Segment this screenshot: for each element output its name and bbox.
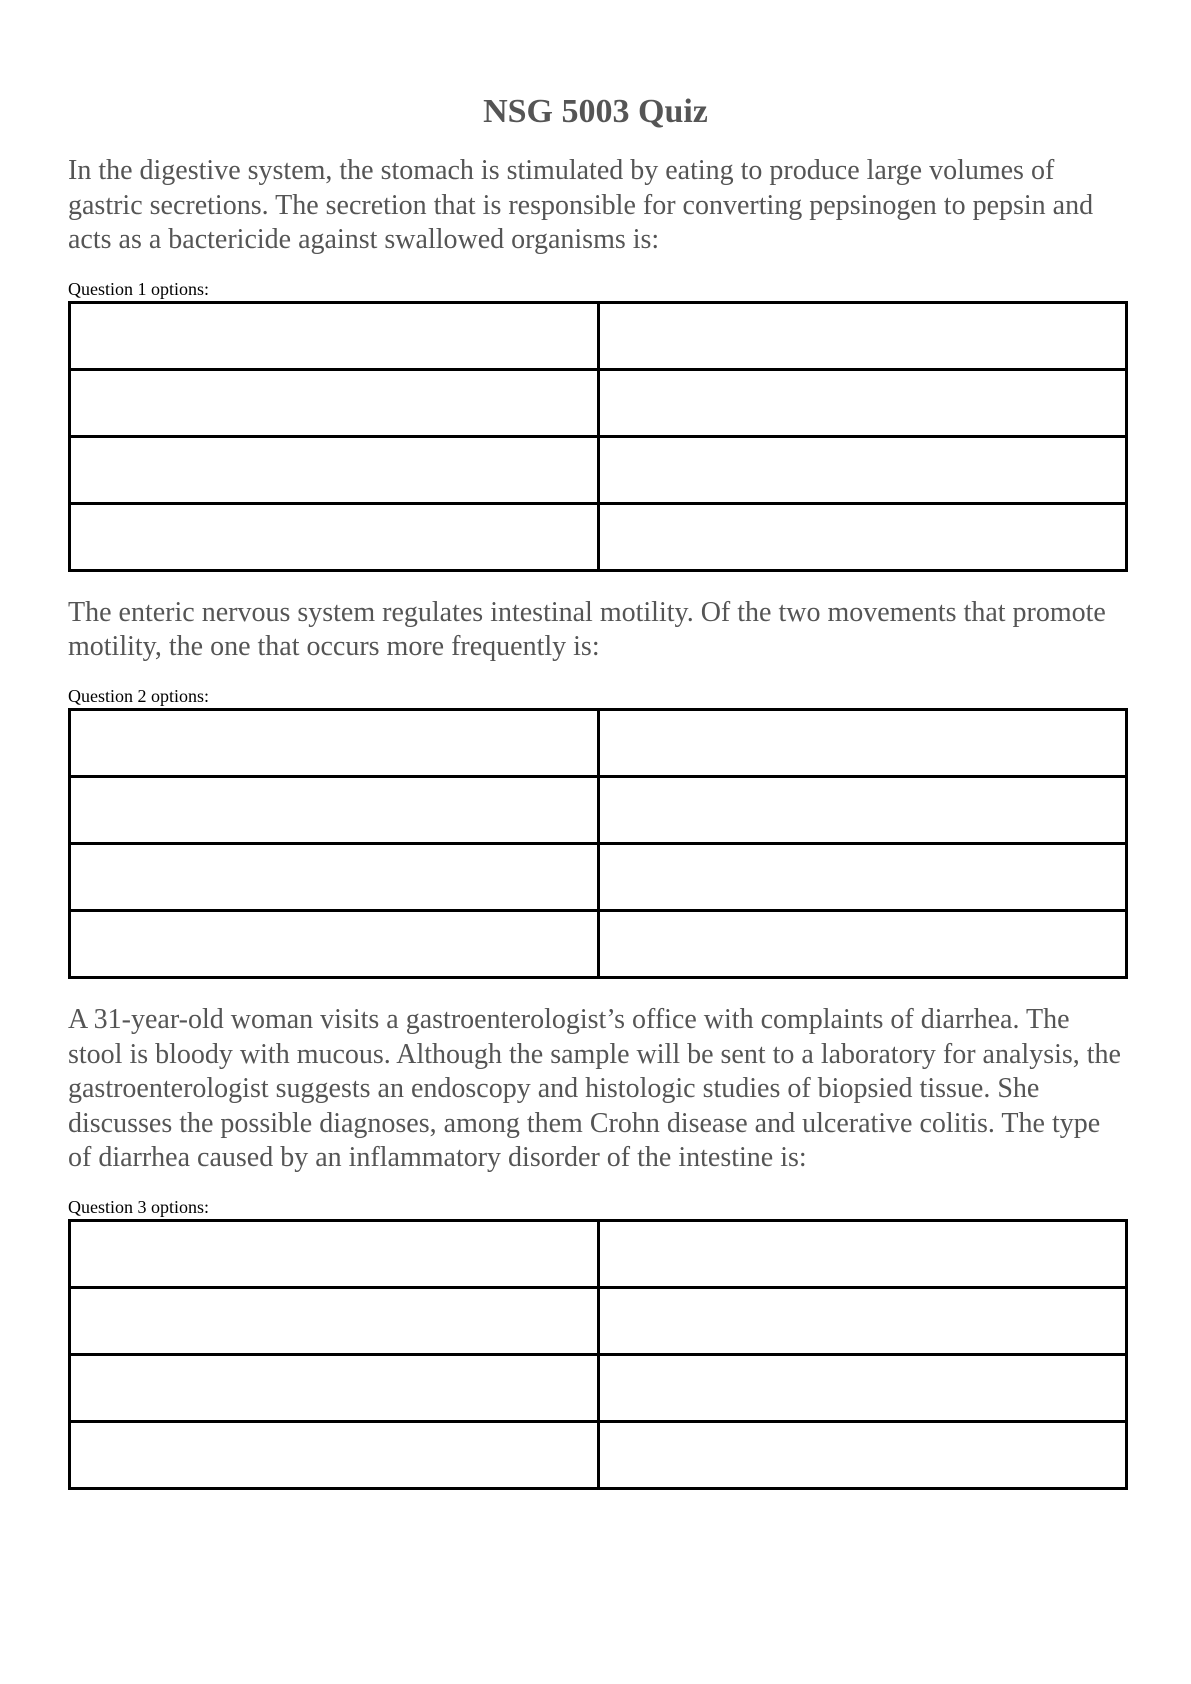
options-row	[70, 503, 1127, 570]
question-3	[68, 1003, 1123, 1490]
option-cell[interactable]	[598, 1287, 1127, 1354]
question-1-text: In the digestive system, the stomach is stimulated by eating to produce large volumes of gastric secretions. The secretion that is responsible for converting pepsinogen to pepsin and acts as a bactericide against swallowed organisms is:	[68, 155, 1094, 256]
question-1-options-label: Question 1 options:	[68, 278, 210, 299]
option-cell[interactable]	[70, 910, 599, 977]
option-cell[interactable]	[598, 503, 1127, 570]
question-3-text: A 31-year-old woman visits a gastroenterologist’s office with complaints of diarrhea. The stool is bloody with mucous. Although the sample will be sent to a laboratory for analysis, the gastroenterologist suggests an endoscopy and histologic studies of biopsied tissue. She discusses the possible diagnoses, among them Crohn disease and ulcerative colitis. The type of diarrhea caused by an inflammatory disorder of the intestine is:	[68, 1003, 1121, 1174]
option-cell[interactable]	[598, 776, 1127, 843]
option-cell[interactable]	[70, 1220, 599, 1287]
options-row	[70, 910, 1127, 977]
option-cell[interactable]	[70, 369, 599, 436]
question-1	[68, 154, 1123, 572]
options-row	[70, 1220, 1127, 1287]
option-cell[interactable]	[598, 709, 1127, 776]
options-row	[70, 709, 1127, 776]
option-cell[interactable]	[598, 910, 1127, 977]
option-cell[interactable]	[598, 369, 1127, 436]
question-2-options-label: Question 2 options:	[68, 685, 210, 706]
option-cell[interactable]	[70, 1421, 599, 1488]
options-row	[70, 369, 1127, 436]
options-row	[70, 1354, 1127, 1421]
option-cell[interactable]	[70, 503, 599, 570]
options-row	[70, 302, 1127, 369]
options-row	[70, 776, 1127, 843]
option-cell[interactable]	[598, 1421, 1127, 1488]
question-1-options-table	[68, 301, 1128, 572]
question-2-options-table	[68, 708, 1128, 979]
option-cell[interactable]	[70, 776, 599, 843]
question-2	[68, 596, 1123, 979]
option-cell[interactable]	[70, 1354, 599, 1421]
option-cell[interactable]	[598, 843, 1127, 910]
option-cell[interactable]	[598, 1354, 1127, 1421]
page-title: NSG 5003 Quiz	[483, 93, 708, 130]
option-cell[interactable]	[598, 436, 1127, 503]
option-cell[interactable]	[70, 1287, 599, 1354]
option-cell[interactable]	[70, 843, 599, 910]
options-row	[70, 843, 1127, 910]
option-cell[interactable]	[598, 302, 1127, 369]
question-2-text: The enteric nervous system regulates intestinal motility. Of the two movements that promote motility, the one that occurs more frequently is:	[68, 596, 1106, 663]
option-cell[interactable]	[70, 709, 599, 776]
question-3-options-label: Question 3 options:	[68, 1196, 210, 1217]
option-cell[interactable]	[70, 302, 599, 369]
option-cell[interactable]	[598, 1220, 1127, 1287]
option-cell[interactable]	[70, 436, 599, 503]
options-row	[70, 1287, 1127, 1354]
question-3-options-table	[68, 1219, 1128, 1490]
options-row	[70, 1421, 1127, 1488]
options-row	[70, 436, 1127, 503]
